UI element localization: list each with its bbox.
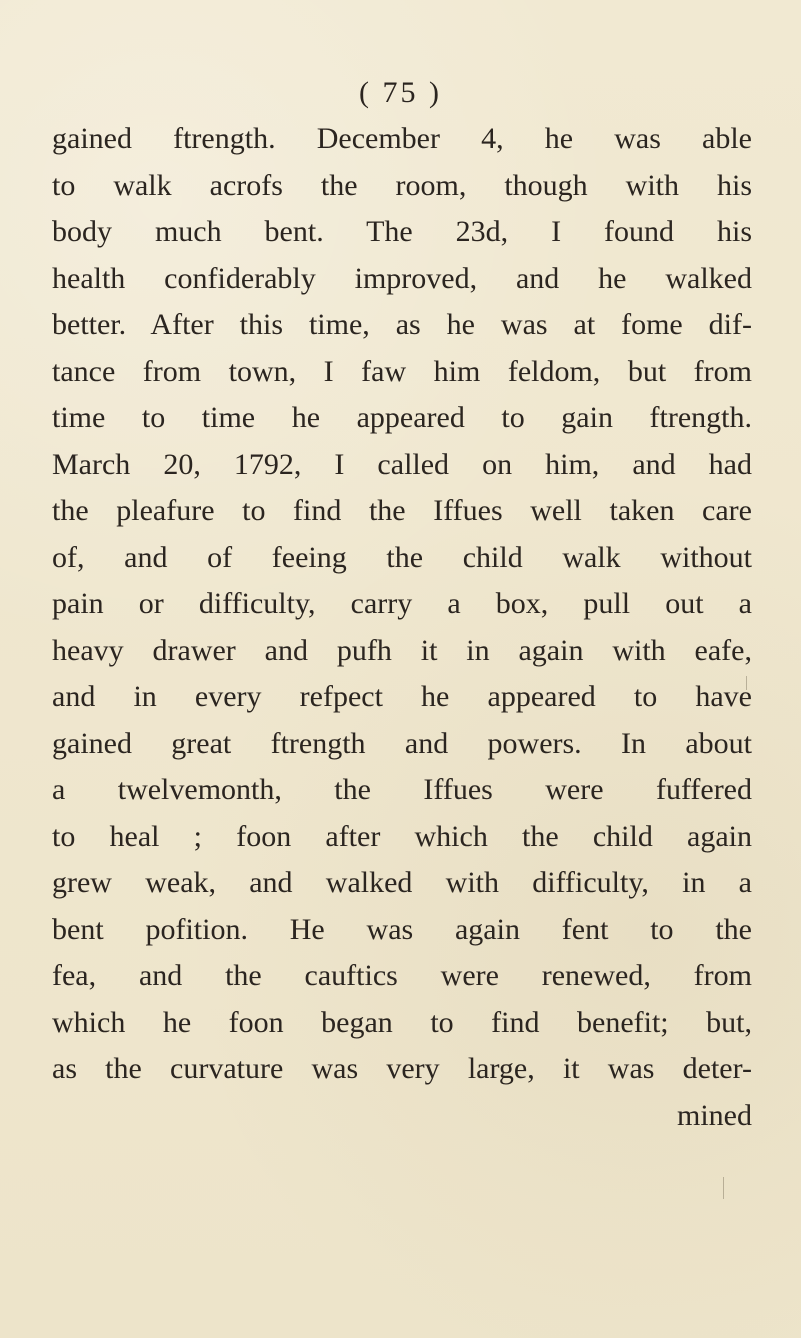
text-line: which he foon began to find benefit; but, — [52, 1005, 752, 1039]
text-line: and in every refpect he appeared to have — [52, 680, 752, 713]
text-line: to heal ; foon after which the child again — [52, 819, 752, 853]
text-line: to walk acrofs the room, though with his — [52, 168, 752, 202]
text-line: fea, and the cauftics were renewed, from — [52, 959, 752, 992]
text-line: pain or difficulty, carry a box, pull out a — [52, 587, 752, 620]
text-line: body much bent. The 23d, I found his — [52, 215, 752, 248]
paper-mark — [723, 1177, 724, 1199]
body-text — [52, 116, 752, 1139]
text-line: heavy drawer and pufh it in again with eafe, — [52, 633, 752, 667]
text-line: better. After this time, as he was at fome dif- — [52, 308, 752, 341]
catchword: mined — [677, 1098, 752, 1132]
text-line: a twelvemonth, the Iffues were fuffered — [52, 773, 752, 806]
text-line: of, and of feeing the child walk without — [52, 540, 752, 574]
text-line: the pleafure to find the Iffues well taken care — [52, 494, 752, 527]
text-line: as the curvature was very large, it was deter- — [52, 1052, 752, 1085]
text-line: health confiderably improved, and he walked — [52, 261, 752, 295]
text-line: gained great ftrength and powers. In about — [52, 726, 752, 760]
text-line: bent pofition. He was again fent to the — [52, 912, 752, 946]
text-line: time to time he appeared to gain ftrength. — [52, 401, 752, 434]
paper-mark — [746, 676, 747, 690]
text-line: gained ftrength. December 4, he was able — [52, 122, 752, 155]
text-line: tance from town, I faw him feldom, but from — [52, 354, 752, 388]
text-line: grew weak, and walked with difficulty, in a — [52, 866, 752, 899]
page-number: ( 75 ) — [359, 76, 442, 109]
text-line: March 20, 1792, I called on him, and had — [52, 447, 752, 481]
